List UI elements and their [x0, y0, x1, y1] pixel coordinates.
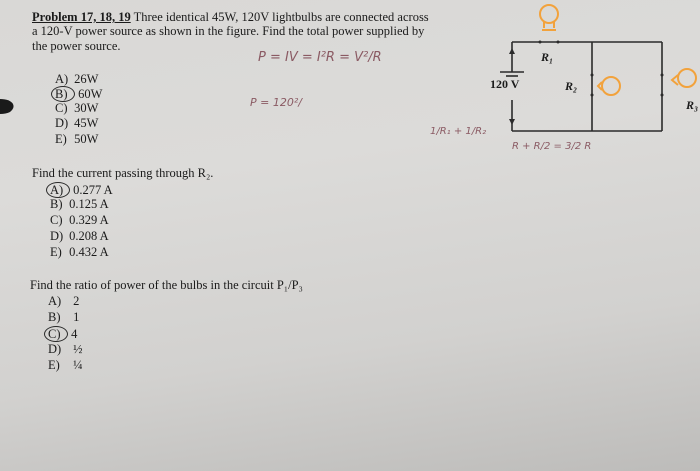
option-text: 0.125 A [69, 197, 109, 211]
q2-option-c [50, 213, 109, 227]
q1-option-d [55, 116, 98, 130]
option-text: 2 [73, 294, 80, 308]
option-letter: E) [55, 132, 67, 146]
q2-prompt: Find the current passing through R₂. [32, 166, 214, 180]
q3-option-e [48, 358, 83, 372]
option-text: 0.432 A [69, 245, 109, 259]
option-letter: D) [50, 229, 64, 243]
option-text: 60W [78, 87, 103, 101]
option-text: 26W [74, 72, 99, 86]
q2-option-b [50, 197, 109, 211]
option-text: 0.329 A [69, 213, 109, 227]
option-text: 30W [74, 101, 99, 115]
option-text: 0.277 A [73, 183, 113, 197]
q3-option-d [48, 342, 83, 356]
option-text: 45W [74, 116, 99, 130]
option-letter: B) [48, 310, 61, 324]
handwritten-formula: P = IV = I²R = V²/R [258, 50, 382, 65]
circuit-diagram [480, 0, 700, 140]
option-text: 1 [73, 310, 80, 324]
q3-prompt: Find the ratio of power of the bulbs in the circuit P₁/P₃ [30, 278, 303, 292]
handwritten-p-120: P = 120²/ [250, 96, 302, 109]
q1-option-a [55, 72, 98, 86]
problem-label: Problem 17, 18, 19 [32, 10, 131, 24]
r3-label: R₃ [686, 98, 699, 112]
option-letter: A) [55, 72, 69, 86]
r1-label: R₁ [541, 50, 554, 64]
q3-option-c [48, 326, 77, 342]
option-text: 4 [71, 327, 78, 341]
option-letter: C) [50, 213, 63, 227]
option-letter: A) [48, 294, 62, 308]
handwritten-reciprocal-sum: 1/R₁ + 1/R₂ [430, 126, 487, 137]
option-letter-circled: B) [51, 86, 75, 102]
option-letter-circled: C) [44, 326, 68, 342]
q2-option-d [50, 229, 109, 243]
problem-first-line [32, 10, 429, 24]
option-letter: C) [55, 101, 68, 115]
voltage-label: 120 V [490, 77, 520, 91]
option-letter-circled: A) [46, 182, 70, 198]
q3-option-b [48, 310, 79, 324]
option-text: ¼ [73, 358, 83, 372]
option-letter: D) [55, 116, 69, 130]
problem-line-2: a 120-V power source as shown in the figure. Find the total power supplied by [32, 24, 425, 38]
r2-label: R₂ [565, 79, 578, 93]
option-text: 50W [74, 132, 99, 146]
option-letter: D) [48, 342, 62, 356]
problem-line-3: the power source. [32, 39, 121, 53]
q1-option-c [55, 101, 98, 115]
q1-option-e [55, 132, 98, 146]
q3-option-a [48, 294, 79, 308]
handwritten-series: R + R/2 = 3/2 R [512, 141, 592, 152]
q1-option-b [55, 86, 102, 102]
problem-line-1: Three identical 45W, 120V lightbulbs are connected across [133, 10, 429, 24]
option-letter: E) [50, 245, 62, 259]
option-text: ½ [73, 342, 83, 356]
q2-option-a [50, 182, 113, 198]
option-letter: B) [50, 197, 63, 211]
q2-option-e [50, 245, 109, 259]
option-letter: E) [48, 358, 60, 372]
bulb-icons [540, 5, 696, 95]
edge-object-icon [0, 95, 16, 117]
option-text: 0.208 A [69, 229, 109, 243]
